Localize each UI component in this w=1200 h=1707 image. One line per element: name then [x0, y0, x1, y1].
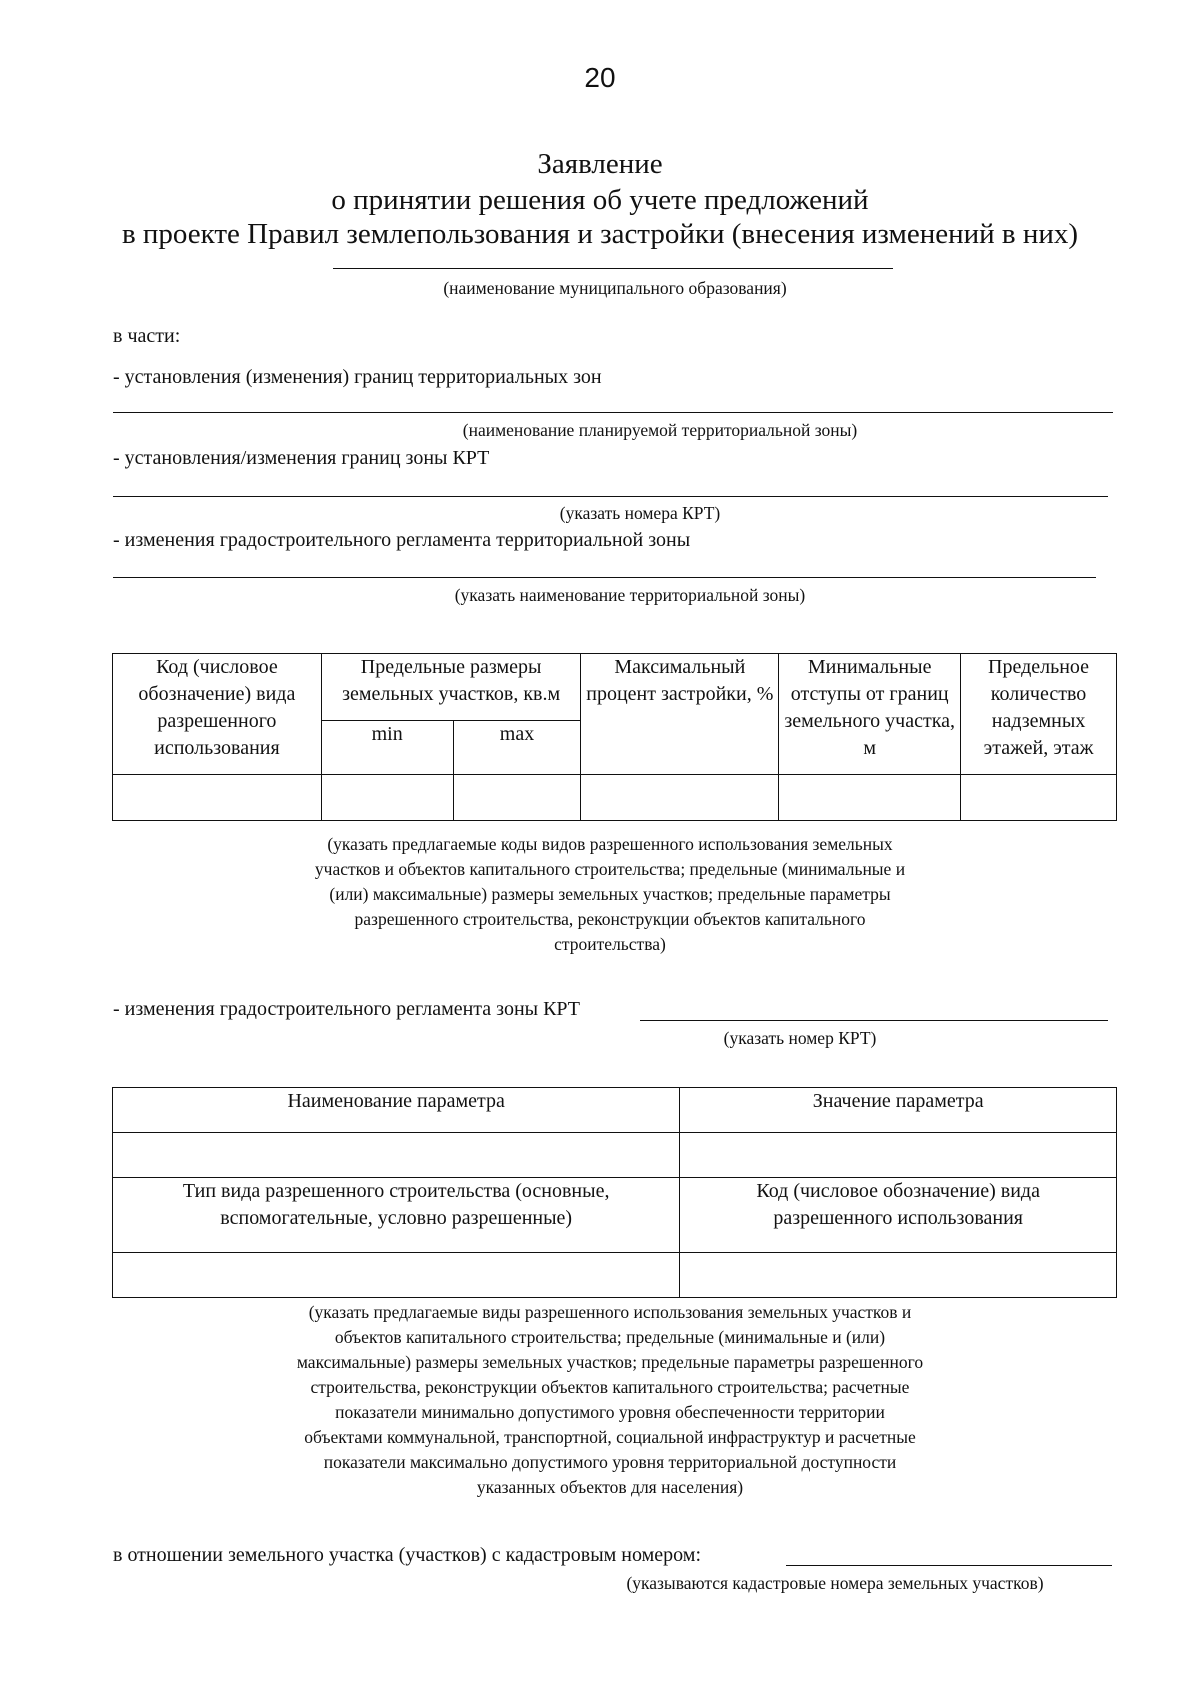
cell-max-value[interactable]: [453, 775, 581, 821]
item-regulation-zone: - изменения градостроительного регламента территориальной зоны: [113, 529, 691, 551]
cell-code-value[interactable]: [113, 775, 322, 821]
page-number: 20: [584, 62, 616, 93]
cell-offsets-value[interactable]: [779, 775, 961, 821]
zones-line[interactable]: [113, 412, 1113, 413]
document-subtitle-2: в проекте Правил землепользования и застройки (внесения изменений в них): [121, 218, 1079, 250]
header-code: Код (числовое обозначение) вида разрешенного использования: [113, 654, 322, 775]
document-subtitle: о принятии решения об учете предложений: [331, 184, 869, 216]
header-sizes: Предельные размеры земельных участков, кв.м: [321, 654, 581, 721]
table2-hint: [190, 1300, 1030, 1500]
cadastral-hint: (указываются кадастровые номера земельных участков): [626, 1573, 1044, 1593]
regulation-krt-line[interactable]: [640, 1020, 1108, 1021]
cell-code-value[interactable]: [680, 1253, 1117, 1298]
municipality-line[interactable]: [333, 268, 893, 269]
cell-param-value[interactable]: [680, 1133, 1117, 1178]
table2-hint-line: показатели минимально допустимого уровня обеспеченности территории: [335, 1402, 885, 1422]
type-label-cell: Тип вида разрешенного строительства (основные, вспомогательные, условно разрешенные): [113, 1178, 680, 1253]
item-regulation-krt: - изменения градостроительного регламента зоны КРТ: [113, 998, 581, 1020]
header-param-name: Наименование параметра: [113, 1088, 680, 1133]
krt-bounds-hint: (указать номера КРТ): [559, 503, 721, 523]
cadastral-line[interactable]: [786, 1565, 1112, 1566]
municipality-hint: (наименование муниципального образования): [443, 278, 787, 298]
in-part-label: в части:: [113, 325, 181, 347]
table2-hint-line: строительства, реконструкции объектов капитального строительства; расчетные: [310, 1377, 910, 1397]
table2-hint-line: объектами коммунальной, транспортной, социальной инфраструктур и расчетные: [304, 1427, 916, 1447]
document-title: Заявление: [537, 148, 663, 180]
table1-hint: [200, 832, 1020, 957]
cell-floors-value[interactable]: [961, 775, 1117, 821]
table2-hint-line: объектов капитального строительства; предельные (минимальные и (или): [334, 1327, 886, 1347]
header-param-value: Значение параметра: [680, 1088, 1117, 1133]
cell-min-value[interactable]: [321, 775, 453, 821]
table1-hint-line: (указать предлагаемые коды видов разрешенного использования земельных: [327, 834, 893, 854]
regulation-zone-hint: (указать наименование территориальной зоны): [454, 585, 806, 605]
regulation-table: [112, 653, 1117, 821]
cell-type-value[interactable]: [113, 1253, 680, 1298]
regulation-krt-hint: (указать номер КРТ): [723, 1028, 877, 1048]
zones-hint: (наименование планируемой территориальной зоны): [462, 420, 858, 440]
parameter-table: [112, 1087, 1117, 1298]
table2-hint-line: указанных объектов для населения): [476, 1477, 744, 1497]
cell-param-name[interactable]: [113, 1133, 680, 1178]
krt-bounds-line[interactable]: [113, 496, 1108, 497]
item-krt-bounds: - установления/изменения границ зоны КРТ: [113, 447, 490, 469]
code-label-cell: Код (числовое обозначение) вида разрешенного использования: [680, 1178, 1117, 1253]
cell-percent-value[interactable]: [581, 775, 779, 821]
table1-hint-line: разрешенного строительства, реконструкции объектов капитального: [354, 909, 866, 929]
table1-hint-line: строительства): [554, 934, 666, 954]
header-min: min: [321, 721, 453, 775]
table2-hint-line: максимальные) размеры земельных участков; предельные параметры разрешенного: [296, 1352, 924, 1372]
header-offsets: Минимальные отступы от границ земельного участка, м: [779, 654, 961, 775]
item-cadastral: в отношении земельного участка (участков) с кадастровым номером:: [113, 1544, 701, 1566]
table1-hint-line: (или) максимальные) размеры земельных участков; предельные параметры: [329, 884, 891, 904]
header-floors: Предельное количество надземных этажей, этаж: [961, 654, 1117, 775]
item-zones: - установления (изменения) границ территориальных зон: [113, 366, 602, 388]
table1-hint-line: участков и объектов капитального строительства; предельные (минимальные и: [314, 859, 906, 879]
table2-hint-line: (указать предлагаемые виды разрешенного использования земельных участков и: [308, 1302, 912, 1322]
regulation-zone-line[interactable]: [113, 577, 1096, 578]
table2-hint-line: показатели максимально допустимого уровня территориальной доступности: [323, 1452, 897, 1472]
header-max: max: [453, 721, 581, 775]
header-percent: Максимальный процент застройки, %: [581, 654, 779, 775]
